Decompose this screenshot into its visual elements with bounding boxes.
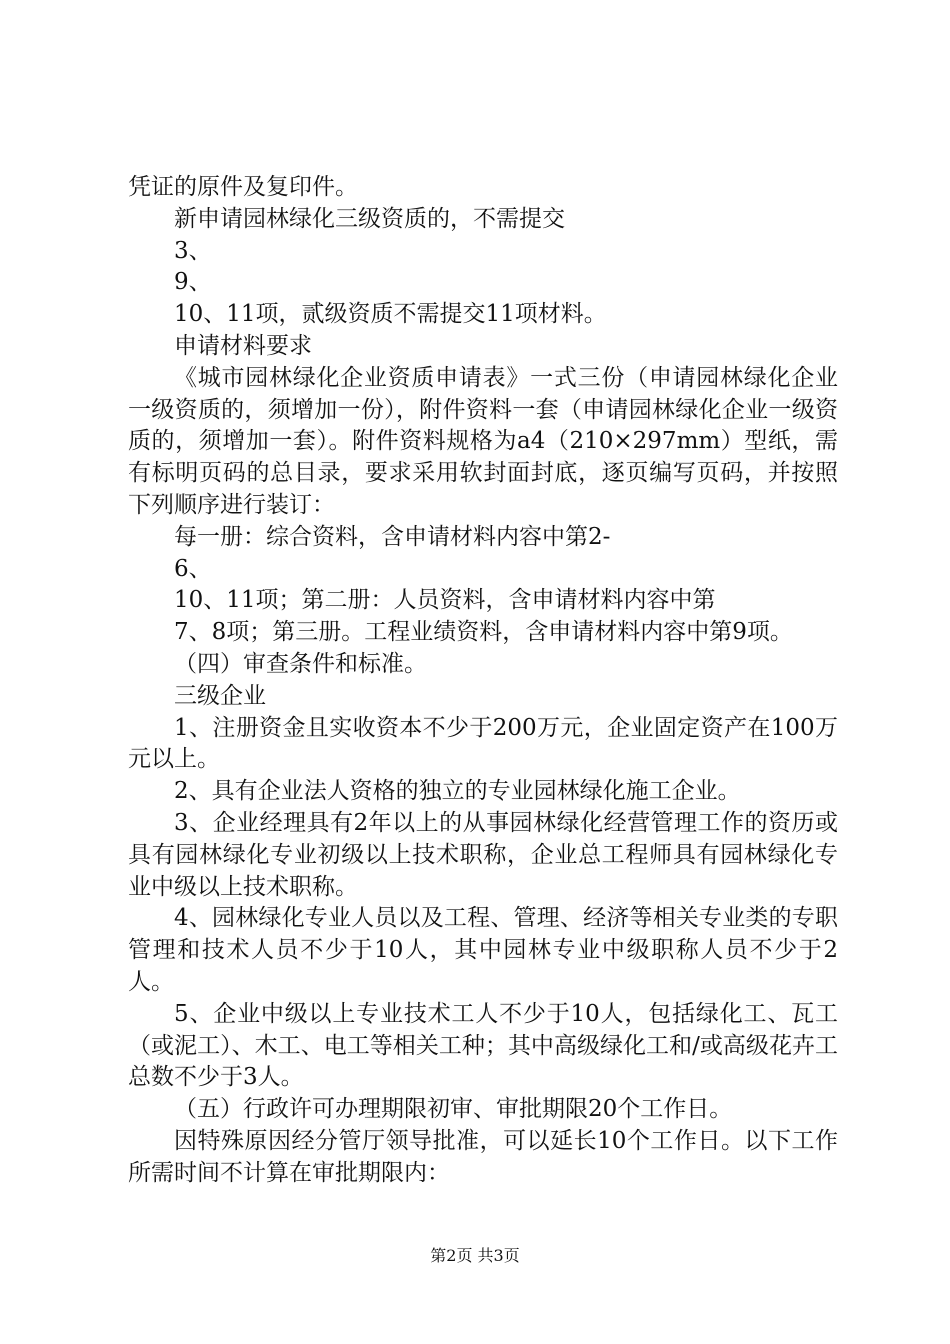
paragraph: 6、 <box>174 555 212 582</box>
paragraph: 10、11项，贰级资质不需提交11项材料。 <box>174 301 607 328</box>
section-heading: （四）审查条件和标准。 <box>174 650 427 677</box>
paragraph: 5、企业中级以上专业技术工人不少于10人，包括绿化工、瓦工（或泥工）、木工、电工等相关工种；其中高级绿化工和/或高级花卉工总数不少于3人。 <box>128 1000 838 1091</box>
paragraph: 1、注册资金且实收资本不少于200万元，企业固定资产在100万元以上。 <box>128 714 838 773</box>
page-number-footer: 第2页 共3页 <box>430 1246 520 1265</box>
paragraph: 9、 <box>174 269 212 296</box>
paragraph: 7、8项；第三册。工程业绩资料，含申请材料内容中第9项。 <box>174 619 793 646</box>
paragraph: 2、具有企业法人资格的独立的专业园林绿化施工企业。 <box>174 778 741 805</box>
paragraph: 因特殊原因经分管厅领导批准，可以延长10个工作日。以下工作所需时间不计算在审批期限内： <box>128 1127 838 1186</box>
paragraph: 凭证的原件及复印件。 <box>128 174 358 200</box>
paragraph: 3、企业经理具有2年以上的从事园林绿化经营管理工作的资历或具有园林绿化专业初级以上技术职称，企业总工程师具有园林绿化专业中级以上技术职称。 <box>128 809 838 900</box>
section-heading: 申请材料要求 <box>174 332 312 359</box>
document-body <box>128 172 838 1190</box>
paragraph: （五）行政许可办理期限初审、审批期限20个工作日。 <box>174 1096 733 1123</box>
paragraph: 3、 <box>174 237 212 264</box>
paragraph: 每一册：综合资料，含申请材料内容中第2- <box>174 523 611 550</box>
paragraph: 《城市园林绿化企业资质申请表》一式三份（申请园林绿化企业一级资质的，须增加一份），附件资料一套（申请园林绿化企业一级资质的，须增加一套）。附件资料规格为a4（210×297mm）型纸，需有标明页码的总目录，要求采用软封面封底，逐页编写页码，并按照下列顺序进行装订： <box>128 364 838 518</box>
paragraph: 10、11项；第二册：人员资料，含申请材料内容中第 <box>174 587 716 614</box>
section-heading: 三级企业 <box>174 682 266 709</box>
paragraph: 4、园林绿化专业人员以及工程、管理、经济等相关专业类的专职管理和技术人员不少于10人，其中园林专业中级职称人员不少于2人。 <box>128 905 838 995</box>
paragraph: 新申请园林绿化三级资质的，不需提交 <box>174 205 565 232</box>
